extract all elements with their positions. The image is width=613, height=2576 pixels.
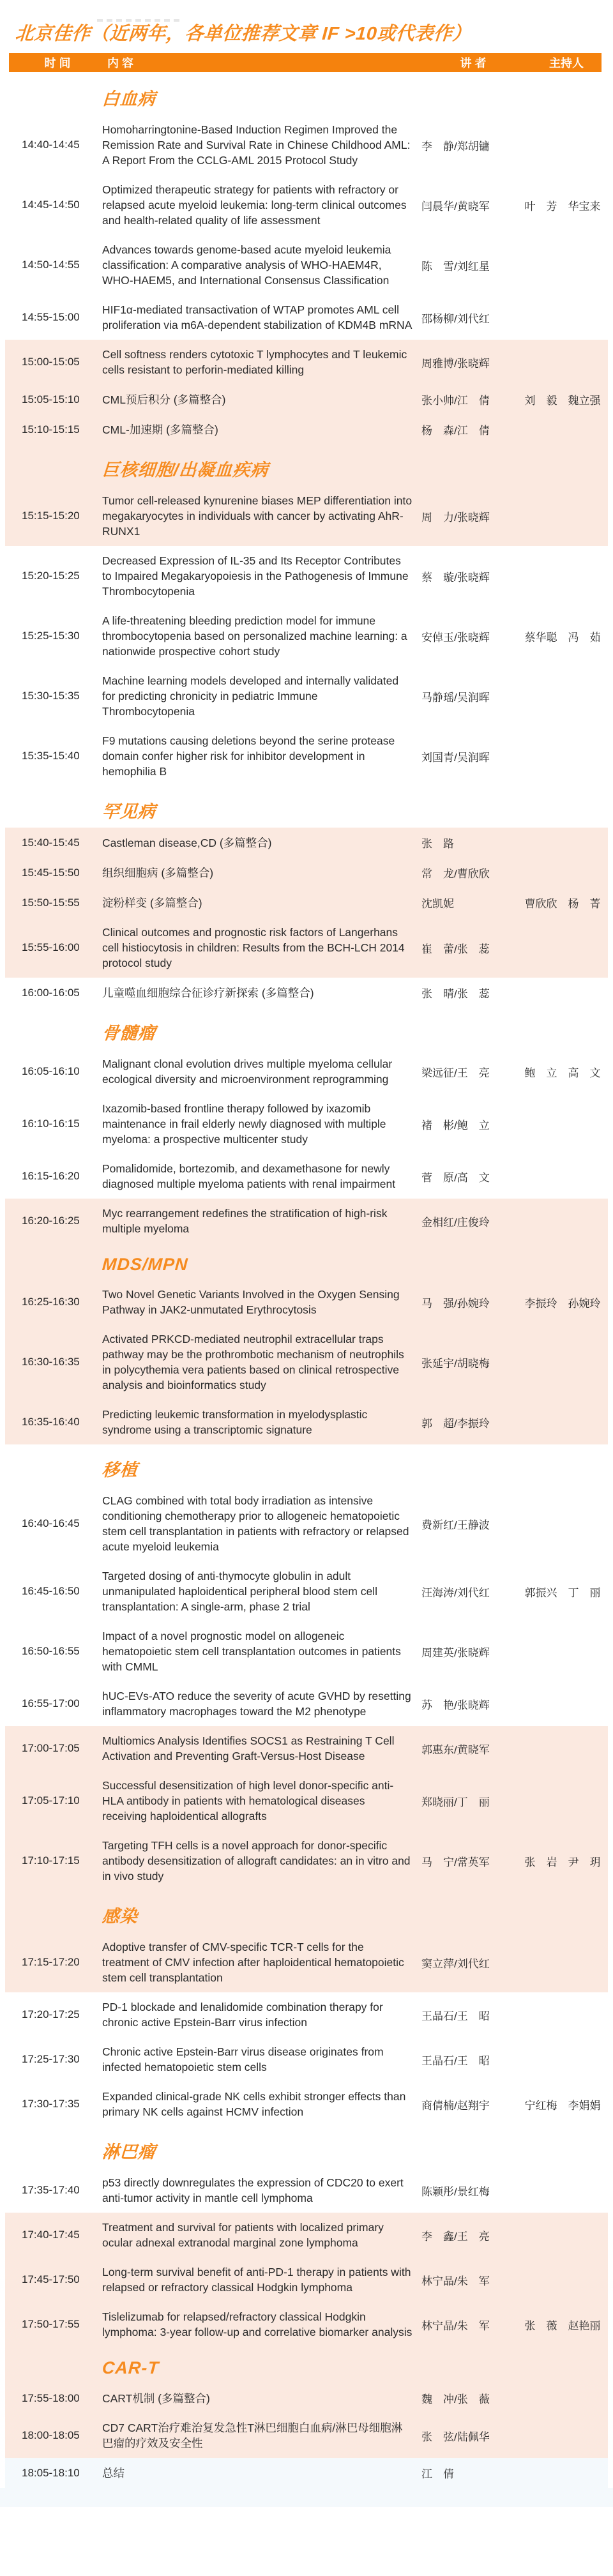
row-time: 17:35-17:40 — [22, 2184, 80, 2196]
table-row — [5, 546, 608, 606]
table-row — [5, 2082, 608, 2126]
row-time: 15:00-15:05 — [22, 356, 80, 368]
row-time: 16:55-17:00 — [22, 1697, 80, 1709]
row-time: 14:40-14:45 — [22, 139, 80, 151]
table-row — [5, 858, 608, 888]
row-time: 15:20-15:25 — [22, 570, 80, 582]
row-speaker: 周雅博/张晓辉 — [421, 357, 490, 370]
row-speaker: 常 龙/曹欣欣 — [421, 868, 490, 880]
row-time: 17:05-17:10 — [22, 1794, 80, 1807]
table-row — [5, 1094, 608, 1154]
table-row — [5, 486, 608, 546]
row-content: Ixazomib-based frontline therapy followed by ixazomib maintenance in frail elderly newly diagnosed with multiple myeloma: a prospective multicenter study — [102, 1102, 386, 1146]
row-time: 15:45-15:50 — [22, 866, 80, 879]
section-row — [5, 2347, 608, 2383]
row-content: CD7 CART治疗难治复发急性T淋巴细胞白血病/淋巴母细胞淋巴瘤的疗效及安全性 — [102, 2421, 403, 2450]
row-content: Homoharringtonine-Based Induction Regimen Improved the Remission Rate and Survival Rate in Chinese Childhood AML: A Report From the CCLG-AML 2015 Protocol Study — [102, 123, 411, 167]
row-chair: 叶 芳 华宝来 — [524, 200, 601, 213]
row-time: 16:15-16:20 — [22, 1170, 80, 1182]
row-content: 儿童噬血细胞综合征诊疗新探索 (多篇整合) — [102, 986, 314, 999]
section-spacer — [5, 456, 102, 481]
row-time: 16:30-16:35 — [22, 1356, 80, 1368]
row-chair: 曹欣欣 杨 菁 — [524, 898, 601, 910]
row-time: 17:00-17:05 — [22, 1742, 80, 1754]
row-speaker: 杨 森/江 倩 — [421, 425, 490, 437]
row-speaker: 苏 艳/张晓辉 — [421, 1699, 490, 1711]
row-speaker: 闫晨华/黄晓军 — [421, 200, 490, 213]
table-row — [5, 2383, 608, 2413]
row-time: 15:25-15:30 — [22, 630, 80, 642]
row-time: 15:50-15:55 — [22, 896, 80, 909]
row-speaker: 陈颖彤/景红梅 — [421, 2185, 490, 2198]
row-time: 15:10-15:15 — [22, 423, 80, 436]
page-title: 北京佳作（近两年，各单位推荐文章 IF >10或代表作） — [14, 24, 473, 44]
section-title: CAR-T — [101, 2358, 160, 2377]
section-row — [5, 444, 608, 486]
table-row — [5, 235, 608, 295]
row-time: 17:20-17:25 — [22, 2008, 80, 2020]
table-row — [5, 2413, 608, 2458]
section-title: 骨髓瘤 — [101, 1024, 156, 1043]
section-spacer — [5, 1019, 102, 1044]
table-row — [5, 1049, 608, 1094]
row-speaker: 林宁晶/朱 军 — [421, 2275, 490, 2287]
table-row — [5, 888, 608, 918]
row-chair: 张 岩 尹 玥 — [524, 1856, 601, 1868]
table-row — [5, 1154, 608, 1199]
row-time: 14:55-15:00 — [22, 311, 80, 323]
row-speaker: 周 力/张晓辉 — [421, 511, 490, 524]
row-speaker: 商倩楠/赵翔宇 — [421, 2099, 490, 2112]
row-chair: 蔡华聪 冯 茹 — [524, 631, 601, 644]
row-chair: 李振玲 孙婉玲 — [524, 1297, 601, 1310]
row-time: 18:05-18:10 — [22, 2466, 80, 2479]
section-title: MDS/MPN — [101, 1255, 189, 1274]
section-spacer — [5, 1902, 102, 1927]
table-row — [5, 295, 608, 340]
row-speaker: 刘国青/吴润晖 — [421, 751, 490, 764]
column-header-chair: 主持人 — [549, 57, 584, 70]
table-row — [5, 1324, 608, 1400]
table-row — [5, 115, 608, 175]
row-speaker: 张 路 — [421, 838, 454, 850]
column-header-speaker: 讲 者 — [460, 57, 487, 70]
row-content: Adoptive transfer of CMV-specific TCR-T cells for the treatment of CMV infection after haploidentical hematopoietic stem cell transplantation — [102, 1941, 404, 1984]
row-time: 16:40-16:45 — [22, 1517, 80, 1529]
row-time: 16:35-16:40 — [22, 1416, 80, 1428]
column-header-content: 内 容 — [107, 57, 134, 70]
row-content: Machine learning models developed and internally validated for predicting chronicity in pediatric Immune Thrombocytopenia — [102, 674, 399, 718]
row-time: 15:40-15:45 — [22, 836, 80, 849]
table-row — [5, 1932, 608, 1992]
section-spacer — [5, 1255, 102, 1275]
section-spacer — [5, 2138, 102, 2163]
row-speaker: 张延宇/胡晓梅 — [421, 1357, 490, 1370]
table-row — [5, 828, 608, 858]
row-speaker: 郑晓丽/丁 丽 — [421, 1796, 490, 1808]
row-content: Predicting leukemic transformation in myelodysplastic syndrome using a transcriptomic signature — [102, 1408, 368, 1436]
section-row — [5, 1891, 608, 1932]
table-row — [5, 978, 608, 1008]
row-content: Clinical outcomes and prognostic risk factors of Langerhans cell histiocytosis in children: Results from the BCH-LCH 2014 protocol study — [102, 926, 405, 969]
schedule-table — [5, 73, 608, 2488]
row-time: 17:45-17:50 — [22, 2273, 80, 2285]
row-speaker: 沈凯妮 — [421, 898, 454, 910]
row-content: PD-1 blockade and lenalidomide combination therapy for chronic active Epstein-Barr virus infection — [102, 2001, 383, 2029]
row-time: 17:15-17:20 — [22, 1956, 80, 1968]
row-speaker: 李 鑫/王 亮 — [421, 2230, 490, 2243]
row-time: 15:30-15:35 — [22, 690, 80, 702]
row-time: 14:45-14:50 — [22, 199, 80, 211]
row-time: 17:25-17:30 — [22, 2053, 80, 2065]
row-content: Cell softness renders cytotoxic T lymphocytes and T leukemic cells resistant to perforin-mediated killing — [102, 348, 407, 376]
row-time: 17:10-17:15 — [22, 1854, 80, 1867]
row-content: Advances towards genome-based acute myeloid leukemia classification: A comparative analysis of WHO-HAEM4R, WHO-HAEM5, and International Consensus Classification — [102, 243, 391, 287]
row-speaker: 陈 雪/刘红星 — [421, 260, 490, 273]
row-chair: 鲍 立 高 文 — [524, 1066, 601, 1079]
section-spacer — [5, 2358, 102, 2378]
row-content: 组织细胞病 (多篇整合) — [102, 866, 214, 879]
row-speaker: 马 强/孙婉玲 — [421, 1297, 490, 1310]
row-time: 15:55-16:00 — [22, 941, 80, 953]
row-content: 总结 — [102, 2466, 125, 2480]
row-time: 16:50-16:55 — [22, 1645, 80, 1657]
row-content: Expanded clinical-grade NK cells exhibit stronger effects than primary NK cells against HCMV infection — [102, 2090, 406, 2118]
row-content: Targeting TFH cells is a novel approach for donor-specific antibody desensitization of allograft candidates: an in vitro and in vivo study — [102, 1839, 411, 1883]
row-chair: 宁红梅 李娟娟 — [524, 2099, 601, 2112]
row-content: F9 mutations causing deletions beyond the serine protease domain confer higher risk for inhibitor development in hemophilia B — [102, 734, 395, 778]
section-title: 感染 — [101, 1907, 139, 1926]
table-row — [5, 1280, 608, 1324]
row-content: Myc rearrangement redefines the stratification of high-risk multiple myeloma — [102, 1207, 388, 1235]
row-content: Activated PRKCD-mediated neutrophil extracellular traps pathway may be the prothrombotic mechanism of neutrophils in polycythemia vera patients based on clinical retrospective analysis and bioinformatics study — [102, 1333, 404, 1391]
table-row — [5, 1831, 608, 1891]
row-content: Malignant clonal evolution drives multiple myeloma cellular ecological diversity and microenvironment reprogramming — [102, 1057, 393, 1086]
section-title: 淋巴瘤 — [101, 2142, 156, 2162]
table-row — [5, 414, 608, 444]
row-time: 14:50-14:55 — [22, 259, 80, 271]
table-row — [5, 1726, 608, 1771]
row-speaker: 郭惠东/黄晓军 — [421, 1743, 490, 1756]
row-chair: 郭振兴 丁 丽 — [524, 1586, 601, 1599]
row-speaker: 菅 原/高 文 — [421, 1171, 490, 1184]
row-content: Chronic active Epstein-Barr virus disease originates from infected hematopoietic stem cells — [102, 2045, 384, 2073]
row-content: CML-加速期 (多篇整合) — [102, 423, 218, 436]
row-content: Targeted dosing of anti-thymocyte globulin in adult unmanipulated haploidentical peripheral blood stem cell transplantation: A single-arm, phase 2 trial — [102, 1570, 377, 1613]
row-speaker: 郭 超/李振玲 — [421, 1417, 490, 1430]
row-speaker: 王晶石/王 昭 — [421, 2010, 490, 2022]
table-row — [5, 1561, 608, 1621]
row-speaker: 王晶石/王 昭 — [421, 2054, 490, 2067]
row-time: 16:25-16:30 — [22, 1296, 80, 1308]
row-speaker: 周建英/张晓辉 — [421, 1646, 490, 1659]
row-content: CML预后积分 (多篇整合) — [102, 393, 226, 406]
section-row — [5, 1008, 608, 1049]
footer-strip — [0, 2488, 613, 2507]
row-chair: 刘 毅 魏立强 — [524, 395, 601, 407]
section-spacer — [5, 798, 102, 822]
row-time: 15:35-15:40 — [22, 750, 80, 762]
section-spacer — [5, 1456, 102, 1481]
row-content: Successful desensitization of high level donor-specific anti-HLA antibody in patients with hematological diseases receiving haploidentical allografts — [102, 1779, 394, 1822]
section-row — [5, 786, 608, 828]
section-title: 罕见病 — [101, 802, 156, 821]
row-time: 16:00-16:05 — [22, 986, 80, 999]
row-content: HIF1α-mediated transactivation of WTAP promotes AML cell proliferation via m6A-dependent stabilization of KDM4B mRNA — [102, 303, 412, 331]
row-content: Optimized therapeutic strategy for patients with refractory or relapsed acute myeloid leukemia: long-term clinical outcomes and health-related quality of life assessment — [102, 183, 407, 227]
section-row — [5, 1444, 608, 1486]
row-content: 淀粉样变 (多篇整合) — [102, 896, 202, 909]
row-speaker: 梁远征/王 亮 — [421, 1066, 490, 1079]
table-row — [5, 2458, 608, 2488]
row-time: 16:45-16:50 — [22, 1585, 80, 1597]
row-time: 16:10-16:15 — [22, 1118, 80, 1130]
row-speaker: 邵杨柳/刘代红 — [421, 312, 490, 325]
row-speaker: 张 弦/陆佩华 — [421, 2430, 490, 2443]
table-row — [5, 1771, 608, 1831]
row-time: 16:20-16:25 — [22, 1215, 80, 1227]
row-content: A life-threatening bleeding prediction model for immune thrombocytopenia based on personalized machine learning: a nationwide prospective cohort study — [102, 614, 407, 658]
row-speaker: 魏 冲/张 薇 — [421, 2393, 490, 2406]
section-title: 巨核细胞/出凝血疾病 — [101, 460, 269, 480]
row-content: CART机制 (多篇整合) — [102, 2391, 210, 2405]
row-content: Tumor cell-released kynurenine biases MEP differentiation into megakaryocytes in individuals with cancer by activating AhR-RUNX1 — [102, 494, 412, 538]
table-row — [5, 2302, 608, 2347]
row-content: Impact of a novel prognostic model on allogeneic hematopoietic stem cell transplantation outcomes in patients with CMML — [102, 1630, 401, 1673]
row-speaker: 张小帅/江 倩 — [421, 395, 490, 407]
row-content: hUC-EVs-ATO reduce the severity of acute GVHD by resetting inflammatory macrophages toward the M2 phenotype — [102, 1690, 411, 1718]
row-speaker: 窦立萍/刘代红 — [421, 1957, 490, 1970]
row-content: Tislelizumab for relapsed/refractory classical Hodgkin lymphoma: 3-year follow-up and correlative biomarker analysis — [102, 2310, 412, 2338]
section-row — [5, 2126, 608, 2168]
table-row — [5, 726, 608, 786]
row-speaker: 金相红/庄俊玲 — [421, 1216, 490, 1229]
row-chair: 张 薇 赵艳丽 — [524, 2319, 601, 2332]
row-speaker: 蔡 璇/张晓辉 — [421, 571, 490, 584]
row-time: 16:05-16:10 — [22, 1065, 80, 1077]
row-content: Two Novel Genetic Variants Involved in the Oxygen Sensing Pathway in JAK2-unmutated Erythrocytosis — [102, 1288, 400, 1316]
row-speaker: 费新红/王静波 — [421, 1519, 490, 1531]
row-content: Multiomics Analysis Identifies SOCS1 as Restraining T Cell Activation and Preventing Graft-Versus-Host Disease — [102, 1734, 395, 1762]
section-title: 白血病 — [101, 89, 156, 109]
row-content: Long-term survival benefit of anti-PD-1 therapy in patients with relapsed or refractory classical Hodgkin lymphoma — [102, 2266, 411, 2294]
row-time: 17:55-18:00 — [22, 2391, 80, 2404]
row-speaker: 马 宁/常英军 — [421, 1856, 490, 1868]
row-speaker: 张 晴/张 蕊 — [421, 988, 490, 1000]
table-row — [5, 2168, 608, 2213]
section-spacer — [5, 85, 102, 110]
row-content: Pomalidomide, bortezomib, and dexamethasone for newly diagnosed multiple myeloma patients with renal impairment — [102, 1162, 396, 1190]
row-content: Decreased Expression of IL-35 and Its Receptor Contributes to Impaired Megakaryopoiesis in the Pathogenesis of Immune Thrombocytopenia — [102, 554, 409, 598]
row-time: 17:30-17:35 — [22, 2098, 80, 2110]
row-content: Castleman disease,CD (多篇整合) — [102, 836, 272, 849]
table-row — [5, 1199, 608, 1243]
row-time: 17:40-17:45 — [22, 2229, 80, 2241]
table-row — [5, 606, 608, 666]
table-row — [5, 918, 608, 978]
row-speaker: 安倬玉/张晓辉 — [421, 631, 490, 644]
row-time: 17:50-17:55 — [22, 2318, 80, 2330]
section-row — [5, 73, 608, 115]
row-content: CLAG combined with total body irradiation as intensive conditioning chemotherapy prior to allogeneic hematopoietic stem cell transplantation in patients with refractory or relapsed acute myeloid leukemia — [102, 1494, 409, 1553]
row-time: 15:05-15:10 — [22, 393, 80, 405]
table-row — [5, 1681, 608, 1726]
section-row — [5, 1243, 608, 1280]
row-speaker: 崔 蕾/张 蕊 — [421, 943, 490, 955]
table-row — [5, 1486, 608, 1561]
table-row — [5, 175, 608, 235]
row-speaker: 李 静/郑胡镛 — [421, 140, 490, 153]
table-row — [5, 340, 608, 384]
row-time: 15:15-15:20 — [22, 510, 80, 522]
section-title: 移植 — [101, 1460, 139, 1480]
table-row — [5, 666, 608, 726]
column-header-time: 时 间 — [44, 57, 71, 70]
table-row — [5, 2213, 608, 2257]
row-speaker: 汪海涛/刘代红 — [421, 1586, 490, 1599]
table-row — [5, 1992, 608, 2037]
row-speaker: 林宁晶/朱 军 — [421, 2319, 490, 2332]
table-row — [5, 2037, 608, 2082]
table-row — [5, 384, 608, 414]
row-content: Treatment and survival for patients with localized primary ocular adnexal extranodal marginal zone lymphoma — [102, 2221, 384, 2249]
table-row — [5, 1400, 608, 1444]
table-row — [5, 2257, 608, 2302]
row-speaker: 江 倩 — [421, 2468, 454, 2480]
row-time: 18:00-18:05 — [22, 2429, 80, 2441]
row-content: p53 directly downregulates the expression of CDC20 to exert anti-tumor activity in mantle cell lymphoma — [102, 2176, 404, 2204]
row-speaker: 褚 彬/鲍 立 — [421, 1119, 490, 1132]
row-speaker: 马静瑶/吴润晖 — [421, 691, 490, 704]
table-row — [5, 1621, 608, 1681]
table-header-band — [9, 53, 602, 72]
